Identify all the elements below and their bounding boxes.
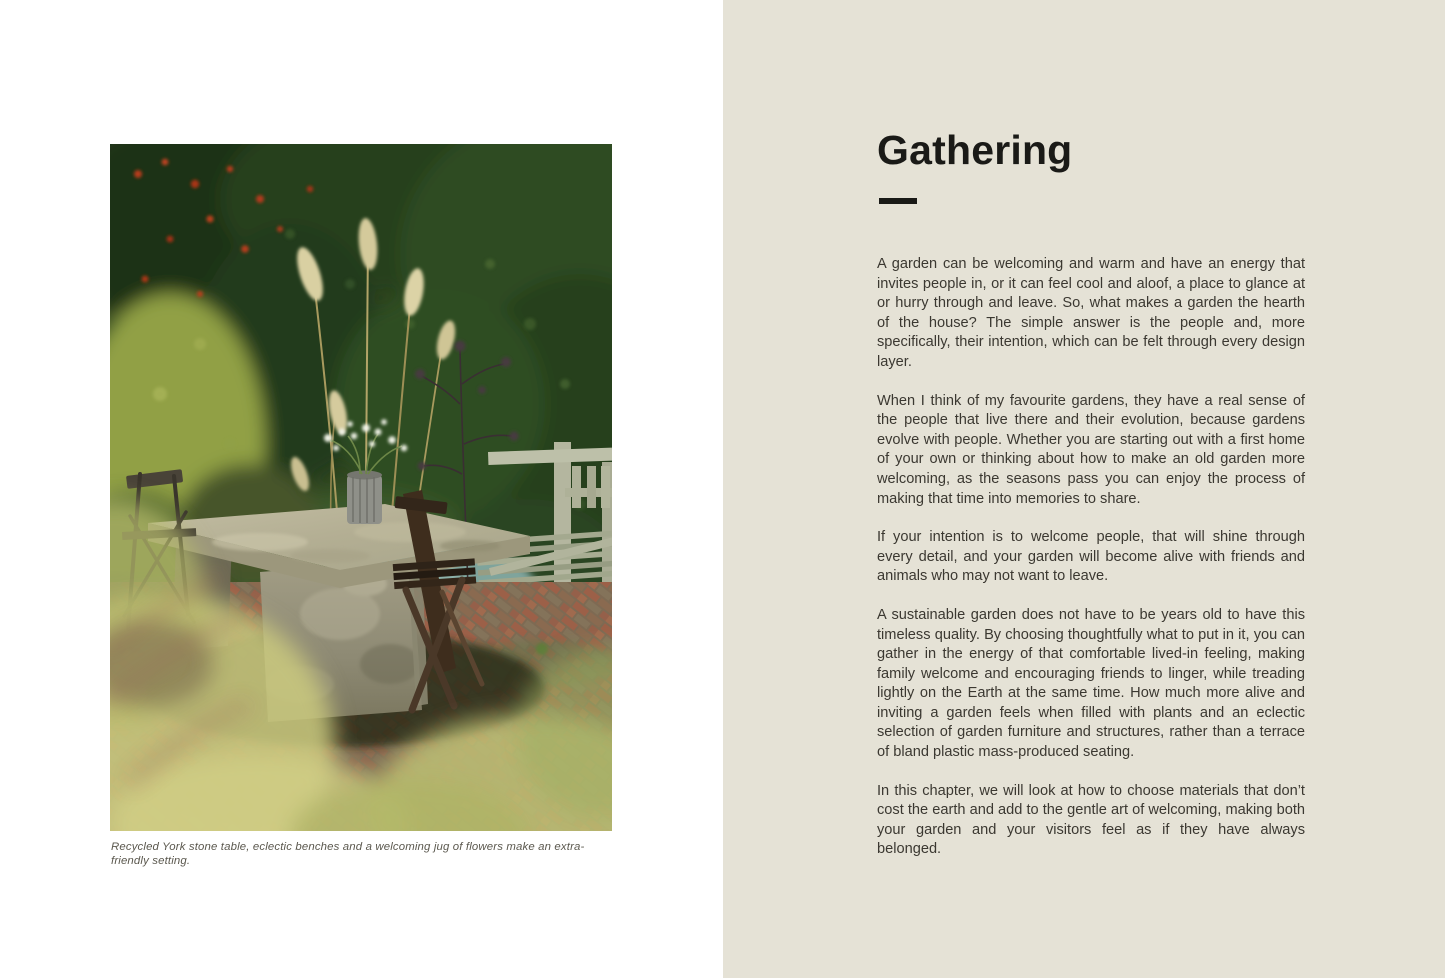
chapter-title: Gathering [877, 127, 1073, 173]
right-page [723, 0, 1445, 978]
title-rule [879, 198, 917, 204]
paragraph-4: A sustainable garden does not have to be years old to have this timeless quality. By choosing thoughtfully what to put in it, you can gather in the energy of that comfortable lived-in feeling, making family welcome and encouraging friends to linger, while treading lightly on the Earth at the same time. How much more alive and inviting a garden feels when filled with plants and an eclectic selection of garden furniture and structures, rather than a terrace of bland plastic mass-produced seating. [877, 606, 1305, 761]
garden-photo [110, 144, 612, 831]
paragraph-2: When I think of my favourite gardens, they have a real sense of the people that live there and their evolution, because gardens evolve with people. Whether you are starting out with a first home of your own or thinking about how to make an old garden more welcoming, as the seasons pass you can enjoy the process of making that time into memories to share. [877, 392, 1305, 507]
paragraph-1: A garden can be welcoming and warm and have an energy that invites people in, or it can feel cool and aloof, a place to glance at or hurry through and leave. So, what makes a garden the hearth of the house? The simple answer is the people and, more specifically, their intention, which can be felt through every design layer. [877, 256, 1305, 370]
paragraph-5: In this chapter, we will look at how to choose materials that don’t cost the earth and add to the gentle art of welcoming, making both your garden and your visitors feel as if they have always belonged. [877, 782, 1305, 858]
paragraph-3: If your intention is to welcome people, that will shine through every detail, and your garden will become alive with friends and animals who may not want to leave. [877, 529, 1305, 585]
chapter-body [877, 255, 1305, 860]
photo-caption: Recycled York stone table, eclectic benches and a welcoming jug of flowers make an extra-friendly setting. [111, 841, 585, 867]
